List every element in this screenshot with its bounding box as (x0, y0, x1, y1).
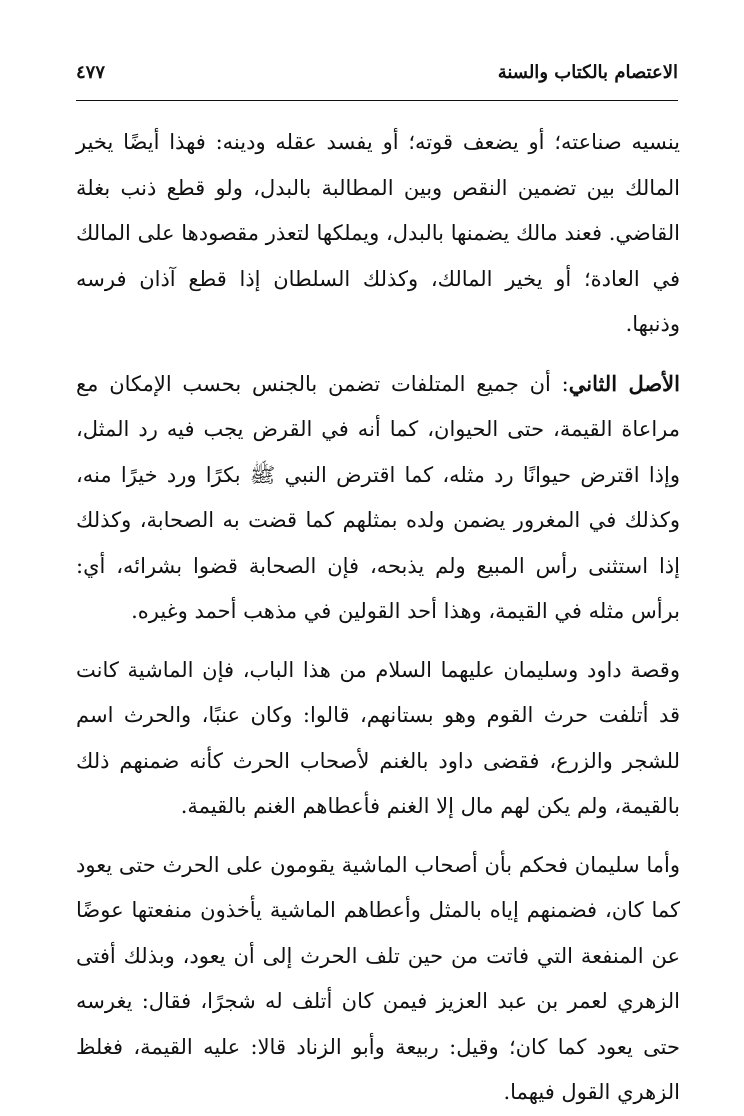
page-header (76, 56, 678, 96)
running-title: الاعتصام بالكتاب والسنة (497, 62, 678, 83)
header-rule (76, 100, 678, 101)
paragraph-1: ينسيه صناعته؛ أو يضعف قوته؛ أو يفسد عقله ودينه: فهذا أيضًا يخير المالك بين تضمين النقص وبين المطالبة بالبدل، ولو قطع ذنب بغلة القاضي. فعند مالك يضمنها بالبدل، ويملكها لتعذر مقصودها على المالك في العادة؛ أو يخير المالك، وكذلك السلطان إذا قطع آذان فرسه وذنبها. (76, 130, 680, 336)
paragraph-2 (76, 361, 680, 635)
paragraph-3: وقصة داود وسليمان عليهما السلام من هذا الباب، فإن الماشية كانت قد أتلفت حرث القوم وهو بستانهم، قالوا: وكان عنبًا، والحرث اسم للشجر والزرع، فقضى داود بالغنم لأصحاب الحرث كأنه ضمنهم ذلك بالقيمة، ولم يكن لهم مال إلا الغنم فأعطاهم الغنم بالقيمة. (76, 657, 680, 818)
page-body (76, 120, 680, 1116)
paragraph-2-text: : أن جميع المتلفات تضمن بالجنس بحسب الإمكان مع مراعاة القيمة، حتى الحيوان، كما أنه في القرض يجب فيه رد المثل، وإذا اقترض حيوانًا رد مثله، كما اقترض النبي ﷺ بكرًا ورد خيرًا منه، وكذلك في المغرور يضمن ولده بمثلهم كما قضت به الصحابة، وكذلك إذا استثنى رأس المبيع ولم يذبحه، فإن الصحابة قضوا بشرائه، أي: برأس مثله في القيمة، وهذا أحد القولين في مذهب أحمد وغيره. (76, 371, 680, 623)
section-heading-inline: الأصل الثاني (568, 370, 680, 396)
paragraph-4: وأما سليمان فحكم بأن أصحاب الماشية يقومون على الحرث حتى يعود كما كان، فضمنهم إياه بالمثل وأعطاهم الماشية يأخذون منفعتها عوضًا عن المنفعة التي فاتت من حين تلف الحرث إلى أن يعود، وبذلك أفتى الزهري لعمر بن عبد العزيز فيمن كان أتلف له شجرًا، فقال: يغرسه حتى يعود كما كان؛ وقيل: ربيعة وأبو الزناد قالا: عليه القيمة، فغلظ الزهري القول فيهما. (76, 852, 680, 1104)
page-number: ٤٧٧ (76, 62, 106, 83)
